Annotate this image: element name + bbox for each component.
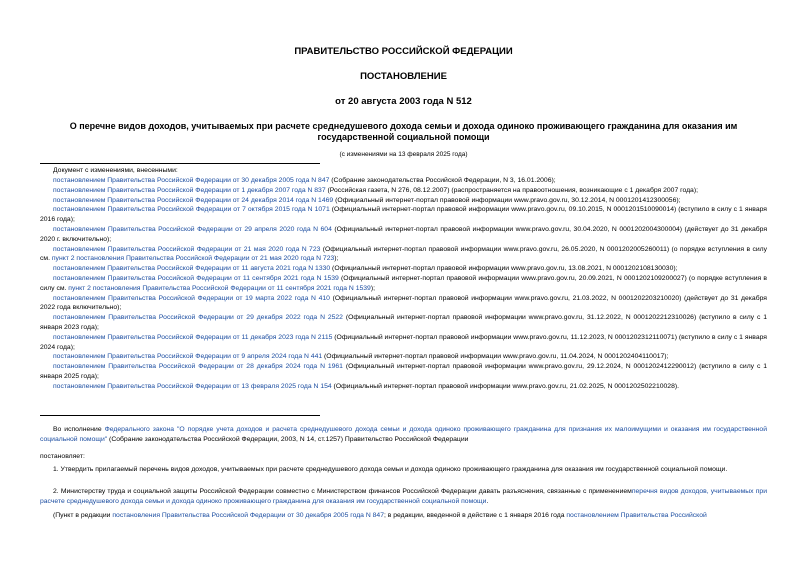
amendments-header: Документ с изменениями, внесенными: [53,167,178,174]
amendment-item [40,313,767,333]
decree-847-link[interactable]: постановления Правительства Российской Федерации от 30 декабря 2005 года N 847 [112,512,384,519]
government-heading: ПРАВИТЕЛЬСТВО РОССИЙСКОЙ ФЕДЕРАЦИИ [294,46,513,57]
amendment-source: (Официальный интернет-портал правовой информации www.pravo.gov.ru, 11.12.2023, N 0001202312110071) (вступило в силу с 1 января 2024 года); [40,333,767,351]
document-date-number: от 20 августа 2003 года N 512 [335,96,472,107]
amendment-item [40,382,767,392]
amendment-item [40,196,767,206]
amendment-item [40,274,767,294]
amendment-link[interactable]: постановлением Правительства Российской Федерации от 21 мая 2020 года N 723 [53,245,321,253]
income-list-link[interactable]: перечня видов доходов, учитываемых при расчете среднедушевого дохода семьи и дохода одиноко проживающего гражданина для оказания им государственной социальной помощи [40,488,768,505]
amendment-source: (Официальный интернет-портал правовой информации www.pravo.gov.ru, 20.09.2021, N 0001202109200027) (о порядке вступления в силу см. [40,274,767,292]
amendment-link[interactable]: постановлением Правительства Российской Федерации от 11 августа 2021 года N 1330 [53,265,331,273]
amendment-source: (Официальный интернет-портал правовой информации www.pravo.gov.ru, 31.12.2022, N 0001202212310026) (вступило в силу с 1 января 2023 года); [40,314,767,331]
amendment-item [40,264,767,274]
amendment-source: (Собрание законодательства Российской Федерации, N 3, 16.01.2006); [329,177,556,184]
amendment-source-end: ); [334,255,339,263]
amendment-source: (Российская газета, N 276, 08.12.2007) (распространяется на правоотношения, возникающие с 1 декабря 2007 года); [325,186,698,194]
paragraph-1: 1. Утвердить прилагаемый перечень видов доходов, учитываемых при расчете среднедушевого дохода семьи и дохода одиноко проживающего гражданина для оказания им государственной социальной помощи. [53,466,728,473]
paragraph-2-edition-note [40,511,767,521]
divider-bottom [40,415,320,416]
amendment-item [40,186,767,196]
amendment-source: (Официальный интернет-портал правовой информации www.pravo.gov.ru, 11.04.2024, N 0001202404110017); [322,353,669,361]
amendment-item [40,352,767,362]
amendment-source: (Официальный интернет-портал правовой информации www.pravo.gov.ru, 09.10.2015, N 0001201510090014) (вступило в силу с 1 января 2016 года); [40,206,767,224]
amendment-link[interactable]: постановлением Правительства Российской Федерации от 30 декабря 2005 года N 847 [53,177,330,184]
edition-note: (с изменениями на 13 февраля 2025 года) [339,151,468,158]
edition-note-prefix: (Пункт в редакции [53,512,113,519]
amendment-link[interactable]: постановлением Правительства Российской Федерации от 11 декабря 2023 года N 2115 [53,333,333,341]
amendment-source: (Официальный интернет-портал правовой информации www.pravo.gov.ru, 21.02.2025, N 0001202502210028). [331,382,679,390]
amendment-source: (Официальный интернет-портал правовой информации www.pravo.gov.ru, 30.12.2014, N 0001201412300056); [333,196,681,204]
amendment-effective-link[interactable]: пункт 2 постановления Правительства Российской Федерации от 21 мая 2020 года N 723 [51,255,335,263]
amendment-source-end: ); [370,284,375,292]
decree-2016-link[interactable]: постановлением Правительства Российской [566,512,707,519]
amendment-item [40,294,767,314]
preamble-rest: (Собрание законодательства Российской Федерации, 2003, N 14, ст.1257) Правительство Российской Федерации [107,435,469,443]
amendment-source: (Официальный интернет-портал правовой информации www.pravo.gov.ru, 29.12.2024, N 0001202412290012) (вступило в силу с 1 января 2025 года); [40,363,767,380]
amendment-effective-link[interactable]: пункт 2 постановления Правительства Российской Федерации от 11 сентября 2021 года N 1539 [68,284,371,292]
amendment-item [40,225,767,245]
amendments-list [40,176,767,392]
amendment-link[interactable]: постановлением Правительства Российской Федерации от 11 сентября 2021 года N 1539 [53,274,339,282]
amendment-source: (Официальный интернет-портал правовой информации www.pravo.gov.ru, 30.04.2020, N 0001202004300004) (действует до 31 декабря 2020 г. включительно); [40,225,767,243]
amendment-link[interactable]: постановлением Правительства Российской Федерации от 19 марта 2022 года N 410 [53,294,330,302]
amendment-link[interactable]: постановлением Правительства Российской Федерации от 29 апреля 2020 года N 604 [53,225,332,233]
federal-law-link[interactable]: Федерального закона "О порядке учета доходов и расчета среднедушевого дохода семьи и дохода одиноко проживающего гражданина для признания их малоимущими и оказания им государственной социальной помощи" [40,426,767,443]
paragraph-2 [40,487,767,507]
amendment-item [40,205,767,225]
amendment-item [40,245,767,265]
amendment-source: (Официальный интернет-портал правовой информации www.pravo.gov.ru, 21.03.2022, N 0001202203210020) (действует до 31 декабря 2022 года включительно); [40,294,767,312]
paragraph-2-prefix: 2. Министерству труда и социальной защиты Российской Федерации совместно с Министерством финансов Российской Федерации давать разъяснения, связанные с применением [53,488,632,495]
divider-top [40,163,320,164]
preamble-prefix: Во исполнение [53,426,105,433]
amendment-link[interactable]: постановлением Правительства Российской Федерации от 24 декабря 2014 года N 1469 [53,196,334,204]
amendment-link[interactable]: постановлением Правительства Российской Федерации от 13 февраля 2025 года N 154 [53,382,332,390]
amendment-item [40,362,767,382]
amendment-link[interactable]: постановлением Правительства Российской Федерации от 1 декабря 2007 года N 837 [53,186,326,194]
amendment-link[interactable]: постановлением Правительства Российской Федерации от 28 декабря 2024 года N 1961 [53,363,343,371]
amendment-item [40,176,767,186]
amendment-source: (Официальный интернет-портал правовой информации www.pravo.gov.ru, 26.05.2020, N 0001202005260011) (о порядке вступления в силу см. [40,245,768,263]
document-kind-heading: ПОСТАНОВЛЕНИЕ [360,71,447,82]
decree-word: постановляет: [40,453,85,460]
preamble-paragraph [40,425,767,445]
amendment-source: (Официальный интернет-портал правовой информации www.pravo.gov.ru, 13.08.2021, N 0001202108130030); [330,265,678,273]
edition-note-mid: ; в редакции, введенной в действие с 1 января 2016 года [384,512,567,519]
amendment-item [40,333,767,353]
document-title: О перечне видов доходов, учитываемых при расчете среднедушевого дохода семьи и дохода одиноко проживающего гражданина для оказания им государственной социальной помощи [69,121,738,142]
amendment-link[interactable]: постановлением Правительства Российской Федерации от 29 декабря 2022 года N 2522 [53,314,343,322]
amendment-link[interactable]: постановлением Правительства Российской Федерации от 9 апреля 2024 года N 441 [53,353,323,361]
paragraph-2-rest: . [486,497,489,505]
amendment-link[interactable]: постановлением Правительства Российской Федерации от 7 октября 2015 года N 1071 [53,206,330,214]
